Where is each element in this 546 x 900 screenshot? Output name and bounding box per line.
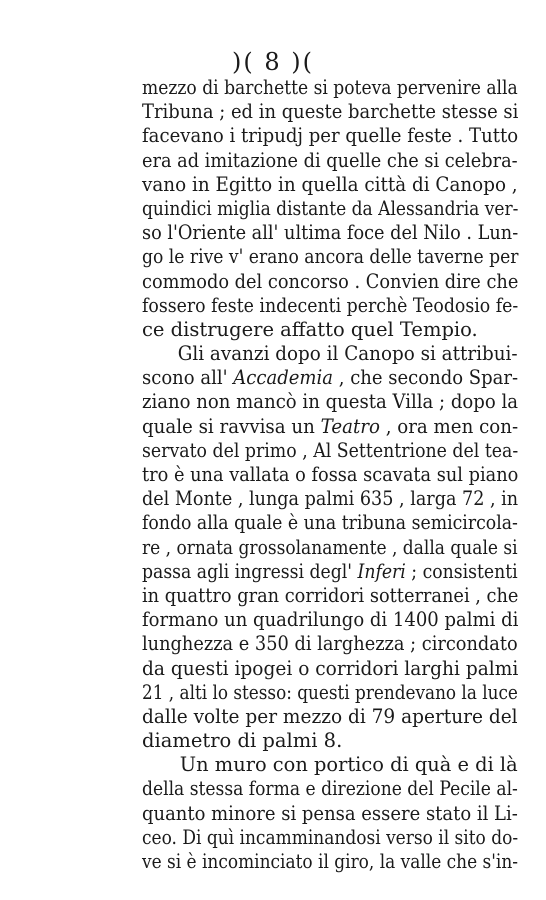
text-line: Tribuna ; ed in queste barchette stesse si	[142, 100, 519, 124]
text-line: ve si è incominciato il giro, la valle che s'in-	[142, 850, 518, 873]
page-number: )( 8 )(	[232, 48, 314, 76]
text-line: quale si ravvisa un Teatro , ora men con-	[142, 414, 519, 438]
body-text	[142, 76, 518, 874]
text-line: diametro di palmi 8.	[142, 729, 343, 753]
text-line: so l'Oriente all' ultima foce del Nilo . Lun-	[142, 221, 519, 245]
text-line: quindici miglia distante da Alessandria ver-	[142, 196, 519, 220]
text-line: dalle volte per mezzo di 79 aperture del	[142, 704, 518, 728]
text-line: ce distrugere affatto quel Tempio.	[142, 317, 478, 341]
text-line: ceo. Di quì incamminandosi verso il sito do-	[142, 825, 519, 849]
text-line: vano in Egitto in quella città di Canopo ,	[142, 172, 518, 196]
text-line: go le rive v' erano ancora delle taverne per	[142, 245, 519, 269]
text-line: era ad imitazione di quelle che si celebra-	[142, 148, 518, 172]
text-line: lunghezza e 350 di larghezza ; circondato	[142, 632, 518, 656]
text-line: re , ornata grossolanamente , dalla quale si	[142, 535, 518, 559]
text-line: 21 , alti lo stesso: questi prendevano la luce	[142, 680, 518, 704]
italic-term: Teatro	[320, 414, 380, 438]
text-line: commodo del concorso . Convien dire che	[142, 269, 519, 293]
text-line: scono all' Accademia , che secondo Spar-	[142, 366, 519, 390]
text-line: facevano i tripudj per quelle feste . Tutto	[142, 124, 519, 148]
text-line: della stessa forma e direzione del Pecile al-	[142, 777, 518, 801]
text-line: in quattro gran corridori sotterranei , che	[142, 583, 519, 607]
text-line: del Monte , lunga palmi 635 , larga 72 , in	[142, 487, 519, 511]
text-line: mezzo di barchette si poteva pervenire alla	[142, 76, 518, 99]
text-line: formano un quadrilungo di 1400 palmi di	[142, 608, 519, 632]
text-line: da questi ipogei o corridori larghi palmi	[142, 656, 519, 680]
italic-term: Accademia	[233, 366, 334, 390]
text-line: quanto minore si pensa essere stato il Li-	[142, 801, 518, 825]
italic-term: Inferi	[357, 559, 406, 583]
text-line: fondo alla quale è una tribuna semicircola-	[142, 511, 518, 535]
text-line: ziano non mancò in questa Villa ; dopo la	[142, 390, 519, 414]
text-line: Un muro con portico di quà e di là	[179, 753, 518, 777]
text-line: fossero feste indecenti perchè Teodosio fe-	[142, 293, 519, 317]
text-line: tro è una vallata o fossa scavata sul piano	[142, 463, 519, 486]
text-line: servato del primo , Al Settentrione del tea-	[142, 438, 519, 462]
text-line: passa agli ingressi degl' Inferi ; consistenti	[142, 559, 518, 583]
text-line: Gli avanzi dopo il Canopo si attribui-	[177, 342, 518, 366]
